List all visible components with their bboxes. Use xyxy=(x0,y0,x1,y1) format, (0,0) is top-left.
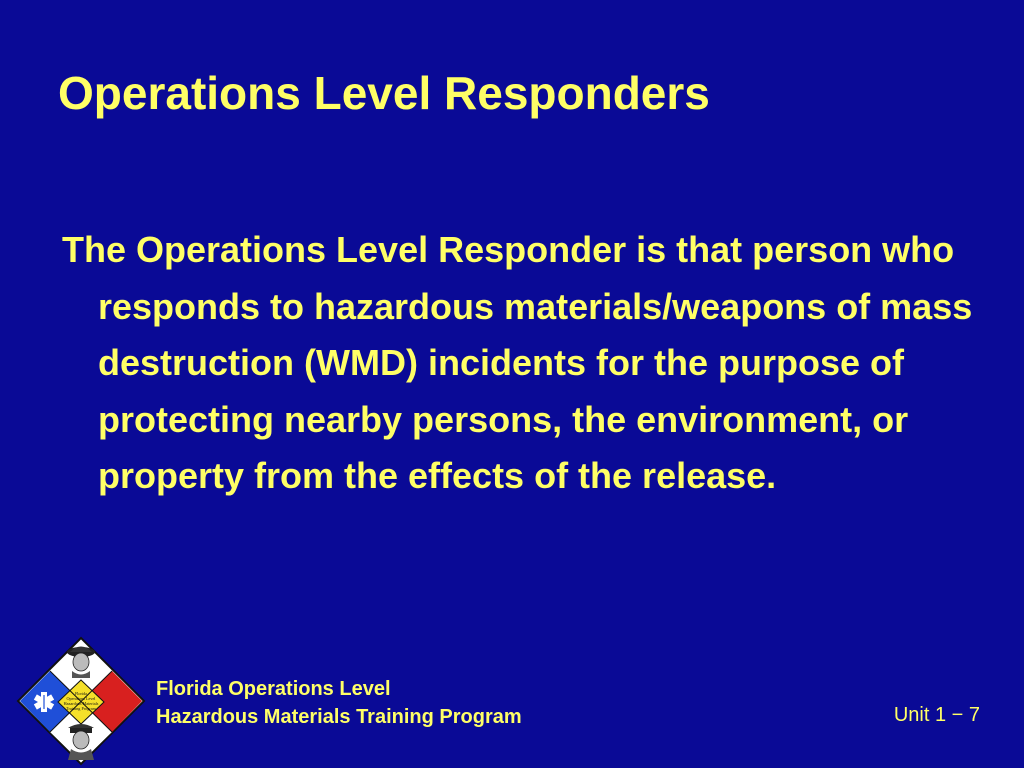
logo-text-line3: Hazardous Materials xyxy=(63,701,99,706)
footer-unit-number: Unit 1 − 7 xyxy=(893,704,980,726)
logo-text-line2: Operations Level xyxy=(66,696,96,701)
logo-text-line1: Florida xyxy=(74,691,88,696)
footer-organization xyxy=(156,675,522,731)
footer-org-line1: Florida Operations Level xyxy=(156,678,391,700)
slide-body-text: The Operations Level Responder is that person who responds to hazardous materials/weapons of mass destruction (WMD) incidents for the purpose of protecting nearby persons, the environment, or property from the effects of the release. xyxy=(62,229,973,497)
slide-title: Operations Level Responders xyxy=(58,67,710,119)
hazmat-program-logo xyxy=(16,636,146,766)
logo-text-line4: Training Program xyxy=(66,706,96,711)
footer-org-line2: Hazardous Materials Training Program xyxy=(156,706,522,728)
